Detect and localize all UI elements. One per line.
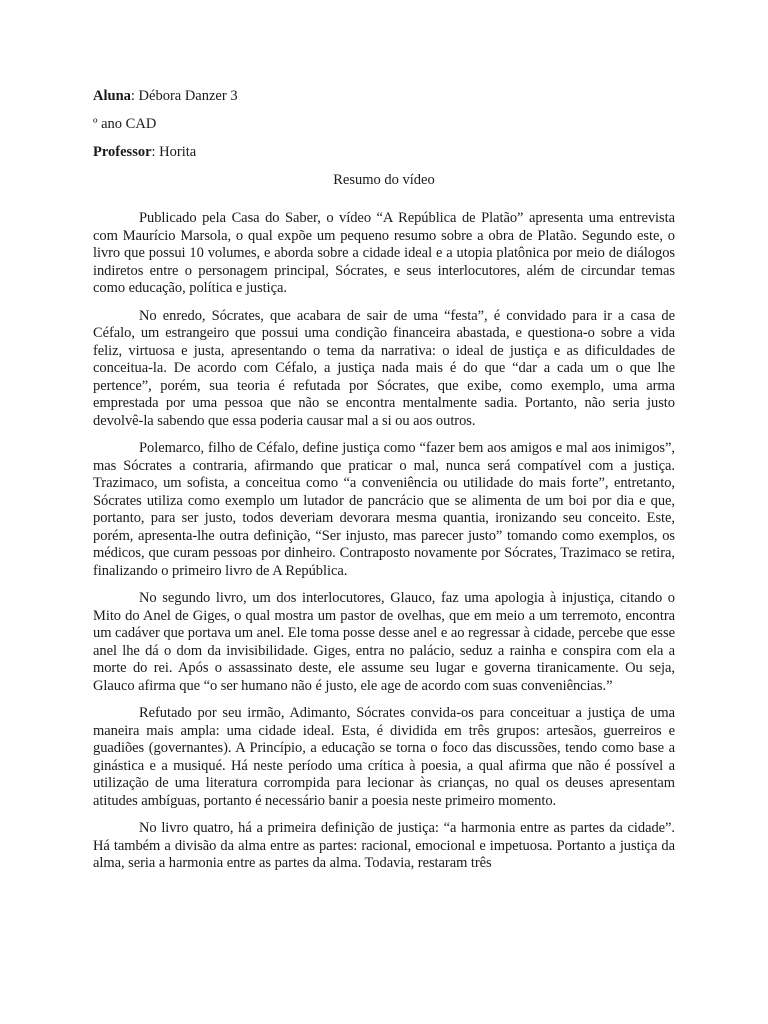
paragraph-4: No segundo livro, um dos interlocutores, Glauco, faz uma apologia à injustiça, citando o Mito do Anel de Giges, o qual mostra um pastor de ovelhas, que em meio a um terremoto, encontra um cadáver que portava um anel. Ele toma posse desse anel e ao regressar à cidade, percebe que esse anel lhe dá o dom da invisibilidade. Giges, entra no palácio, seduz a rainha e conspira com ela a morte do rei. Após o assassinato deste, ele assume seu lugar e governa tiranicamente. Ou seja, Glauco afirma que “o ser humano não é justo, ele age de acordo com suas conveniências.” [93,590,675,694]
student-name: : Débora Danzer 3 [130,88,238,104]
paragraph-3: Polemarco, filho de Céfalo, define justiça como “fazer bem aos amigos e mal aos inimigos”, mas Sócrates a contraria, afirmando que praticar o mal, nunca será compatível com a justiça. Trazimaco, um sofista, a conceitua como “a conveniência ou utilidade do mais forte”, entretanto, Sócrates utiliza como exemplo um lutador de pancrácio que se alimenta de um boi por dia e que, portanto, para ser justo, todos deveriam devorara mesma quantia, ironizando seu conceito. Este, porém, apresenta-lhe outra definição, “Ser injusto, mas parecer justo” tomando como exemplos, os médicos, que curam pessoas por dinheiro. Contraposto novamente por Sócrates, Trazimaco se retira, finalizando o primeiro livro de A República. [93,440,675,579]
paragraph-6: No livro quatro, há a primeira definição de justiça: “a harmonia entre as partes da cidade”. Há também a divisão da alma entre as partes: racional, emocional e impetuosa. Portanto a justiça da alma, seria a harmonia entre as partes da alma. Todavia, restaram três [93,820,675,871]
student-line [93,86,675,106]
document-page [93,86,675,883]
paragraph-5: Refutado por seu irmão, Adimanto, Sócrates convida-os para conceituar a justiça de uma maneira mais ampla: uma cidade ideal. Esta, é dividida em três grupos: artesãos, guerreiros e guadiões (governantes). A Princípio, a educação se torna o foco das discussões, tendo como base a ginástica e a musiqué. Há neste período uma crítica à poesia, a qual afirma que não é possível a utilização de uma literatura corrompida para lecionar às crianças, no qual os deuses apresentam atitudes ambíguas, portanto é necessário banir a poesia neste primeiro momento. [93,705,675,809]
teacher-line [93,142,675,162]
paragraph-2: No enredo, Sócrates, que acabara de sair de uma “festa”, é convidado para ir a casa de Céfalo, um estrangeiro que possui uma condição financeira abastada, e questiona-o sobre a vida feliz, virtuosa e justa, apresentando o tema da narrativa: o ideal de justiça e as dificuldades de conceitua-la. De acordo com Céfalo, a justiça nada mais é do que “dar a cada um o que lhe pertence”, porém, sua teoria é refutada por Sócrates, que exibe, como exemplo, uma arma emprestada por uma pessoa que não se encontra mentalmente sadia. Portanto, não seria justo devolvê-la sabendo que essa poderia causar mal a si ou aos outros. [93,307,675,429]
teacher-label: Professor [93,144,152,160]
year-line: º ano CAD [93,116,157,132]
document-title: Resumo do vídeo [333,172,435,188]
student-label: Aluna [93,88,131,104]
teacher-name: : Horita [151,144,197,160]
paragraph-1: Publicado pela Casa do Saber, o vídeo “A República de Platão” apresenta uma entrevista com Maurício Marsola, o qual expõe um pequeno resumo sobre a obra de Platão. Segundo este, o livro que possui 10 volumes, e aborda sobre a cidade ideal e a utopia platônica por meio de diálogos indiretos entre o personagem principal, Sócrates, e seus interlocutores, além de circundar temas como educação, política e justiça. [93,210,675,296]
